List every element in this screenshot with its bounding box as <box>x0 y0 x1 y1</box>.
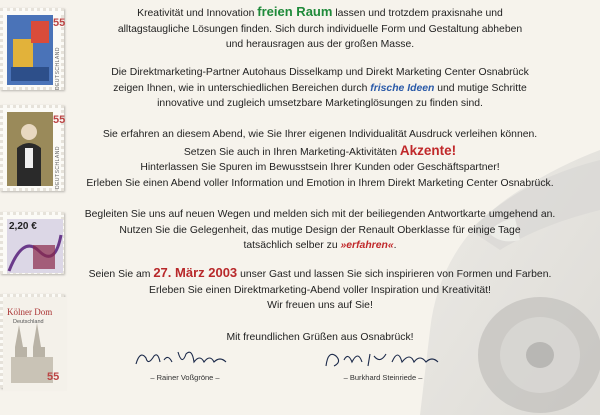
text: Kreativität und Innovation <box>137 8 255 19</box>
text: Wir freuen uns auf Sie! <box>267 300 373 312</box>
invitation-paragraph <box>60 207 580 254</box>
stamp-country: DEUTSCHLAND <box>55 146 61 190</box>
handwritten-signature-icon <box>318 344 448 372</box>
event-date: 27. März 2003 <box>153 265 238 280</box>
stamp-value: 55 <box>53 17 66 29</box>
text: Hinterlassen Sie Spuren im Bewusstsein Ihrer Kunden oder Geschäftspartner! <box>140 162 500 174</box>
partners-paragraph <box>60 65 580 112</box>
text: innovative und zugleich umsetzbare Marketinglösungen zu finden sind. <box>157 98 483 110</box>
highlight-erfahren: »erfahren« <box>340 240 394 252</box>
text: Setzen Sie auch in Ihren Marketing-Aktivitäten <box>183 146 397 158</box>
text: Sie erfahren an diesem Abend, wie Sie Ihrer eigenen Individualität Ausdruck verleihen können. <box>102 129 538 140</box>
date-paragraph <box>60 265 580 314</box>
stamp-painting <box>0 8 64 90</box>
stamp-value: 55 <box>53 114 66 126</box>
text: Nutzen Sie die Gelegenheit, das mutige Design der Renault Oberklasse für einige Tage <box>119 224 521 236</box>
evening-paragraph <box>60 127 580 191</box>
text: Erleben Sie einen Direktmarketing-Abend voller Inspiration und Kreativität! <box>149 284 491 296</box>
stamp-euro <box>0 212 64 274</box>
highlight-akzente: Akzente! <box>399 142 457 158</box>
text: Erleben Sie einen Abend voller Information und Emotion in Ihrem Direkt Marketing Center Osnabrück. <box>86 177 554 189</box>
text: Seien Sie am <box>88 269 151 280</box>
text: und herausragen aus der großen Masse. <box>225 39 415 51</box>
stamp-title: Kölner Dom <box>7 307 53 317</box>
text: alltagstaugliche Lösungen finden. Sich durch individuelle Form und Gestaltung abheben <box>117 23 523 35</box>
closing-text: Mit freundlichen Grüßen aus Osnabrück! <box>226 332 414 343</box>
intro-paragraph <box>60 4 580 53</box>
stamp-country: Deutschland <box>13 319 44 325</box>
signature-name: – Rainer Voßgröne – <box>150 373 220 382</box>
highlight-freien-raum: freien Raum <box>257 4 333 19</box>
text: und mutige Schritte <box>437 82 527 94</box>
handwritten-signature-icon <box>130 344 240 372</box>
text: Die Direktmarketing-Partner Autohaus Disselkamp und Direkt Marketing Center Osnabrück <box>111 67 529 78</box>
text: unser Gast und lassen Sie sich inspirieren von Formen und Farben. <box>240 269 552 280</box>
stamp-value: 2,20 € <box>9 221 37 232</box>
signature-block-1 <box>100 344 270 382</box>
text: lassen und trotzdem praxisnahe und <box>335 8 503 19</box>
stamp-koelner-dom <box>0 294 64 388</box>
text: . <box>393 240 397 252</box>
text: zeigen Ihnen, wie in unterschiedlichen Bereichen durch <box>113 82 368 94</box>
text: tatsächlich selber zu <box>243 240 338 252</box>
highlight-frische-ideen: frische Ideen <box>370 82 435 94</box>
stamp-portrait <box>0 105 64 191</box>
signature-block-2 <box>298 344 468 382</box>
stamp-value: 55 <box>47 371 60 383</box>
text: Begleiten Sie uns auf neuen Wegen und melden sich mit der beiliegenden Antwortkarte umgehend an. <box>84 209 556 220</box>
signature-name: – Burkhard Steinriede – <box>343 373 423 382</box>
stamp-country: DEUTSCHLAND <box>55 47 61 91</box>
